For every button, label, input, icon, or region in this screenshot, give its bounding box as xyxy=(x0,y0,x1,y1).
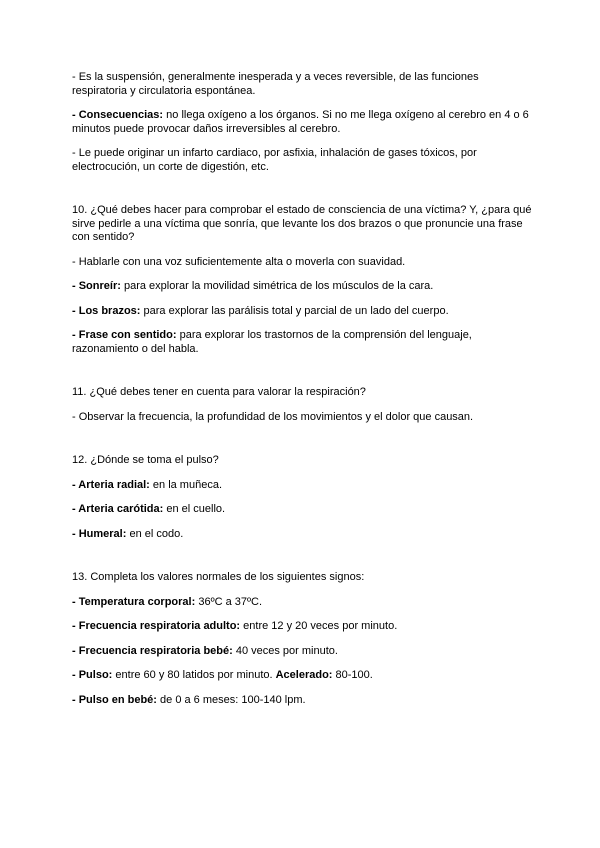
pulse-baby-text: de 0 a 6 meses: 100-140 lpm. xyxy=(156,693,306,706)
consequences-label: - Consecuencias: xyxy=(72,109,164,121)
pulse-label: - Pulso: xyxy=(72,669,113,681)
q10-phrase xyxy=(72,329,532,356)
resp-baby-text: 40 veces por minuto. xyxy=(232,644,338,657)
pulse-baby-label: - Pulso en bebé: xyxy=(72,693,157,706)
radial-text: en la muñeca. xyxy=(149,478,222,491)
document-page xyxy=(72,71,532,718)
q12-humeral xyxy=(72,528,532,542)
accel-label: Acelerado: xyxy=(275,669,333,681)
resp-adult-text: entre 12 y 20 veces por minuto. xyxy=(240,620,398,632)
arms-text: para explorar las parálisis total y parcial de un lado del cuerpo. xyxy=(140,304,449,317)
humeral-text: en el codo. xyxy=(126,527,184,540)
consequences-text: no llega oxígeno a los órganos. Si no me llega oxígeno al cerebro en 4 o 6 minutos puede provocar daños irreversibles al cerebro. xyxy=(72,109,529,135)
arms-label: - Los brazos: xyxy=(72,304,141,317)
resp-adult-label: - Frecuencia respiratoria adulto: xyxy=(72,620,241,632)
q10-answer-1: - Hablarle con una voz suficientemente alta o moverla con suavidad. xyxy=(72,255,406,268)
pulse-text: entre 60 y 80 latidos por minuto. xyxy=(112,669,276,681)
phrase-label: - Frase con sentido: xyxy=(72,329,177,341)
radial-label: - Arteria radial: xyxy=(72,478,150,491)
question-11: 11. ¿Qué debes tener en cuenta para valorar la respiración? xyxy=(72,386,366,398)
definition-paragraph: - Es la suspensión, generalmente inesperada y a veces reversible, de las funciones respiratoria y circulatoria espontánea. xyxy=(72,71,479,97)
smile-label: - Sonreír: xyxy=(72,280,121,292)
q11-answer: - Observar la frecuencia, la profundidad de los movimientos y el dolor que causan. xyxy=(72,410,474,423)
temp-label: - Temperatura corporal: xyxy=(72,595,196,608)
accel-text: 80-100. xyxy=(332,669,373,681)
q13-pulse xyxy=(72,669,532,683)
q12-radial xyxy=(72,479,532,493)
q13-resp-baby xyxy=(72,645,532,659)
carotid-text: en el cuello. xyxy=(163,503,226,515)
q12-carotid xyxy=(72,503,532,517)
q10-arms xyxy=(72,305,532,319)
consequences-paragraph xyxy=(72,109,532,136)
question-13: 13. Completa los valores normales de los siguientes signos: xyxy=(72,571,365,583)
q10-smile xyxy=(72,280,532,294)
q13-pulse-baby xyxy=(72,694,532,708)
carotid-label: - Arteria carótida: xyxy=(72,503,164,515)
resp-baby-label: - Frecuencia respiratoria bebé: xyxy=(72,644,233,657)
causes-paragraph: - Le puede originar un infarto cardiaco, por asfixia, inhalación de gases tóxicos, por electrocución, un corte de digestión, etc. xyxy=(72,147,477,173)
q13-temperature xyxy=(72,596,532,610)
question-12: 12. ¿Dónde se toma el pulso? xyxy=(72,454,219,466)
temp-text: 36ºC a 37ºC. xyxy=(195,595,263,608)
smile-text: para explorar la movilidad simétrica de los músculos de la cara. xyxy=(120,280,434,292)
phrase-text: para explorar los trastornos de la comprensión del lenguaje, razonamiento o del habla. xyxy=(72,329,472,355)
q13-resp-adult xyxy=(72,620,532,634)
humeral-label: - Humeral: xyxy=(72,527,127,540)
question-10: 10. ¿Qué debes hacer para comprobar el estado de consciencia de una víctima? Y, ¿para qué sirve pedirle a una víctima que sonría, que levante los dos brazos o que pronuncie una frase con sentido? xyxy=(72,204,532,243)
